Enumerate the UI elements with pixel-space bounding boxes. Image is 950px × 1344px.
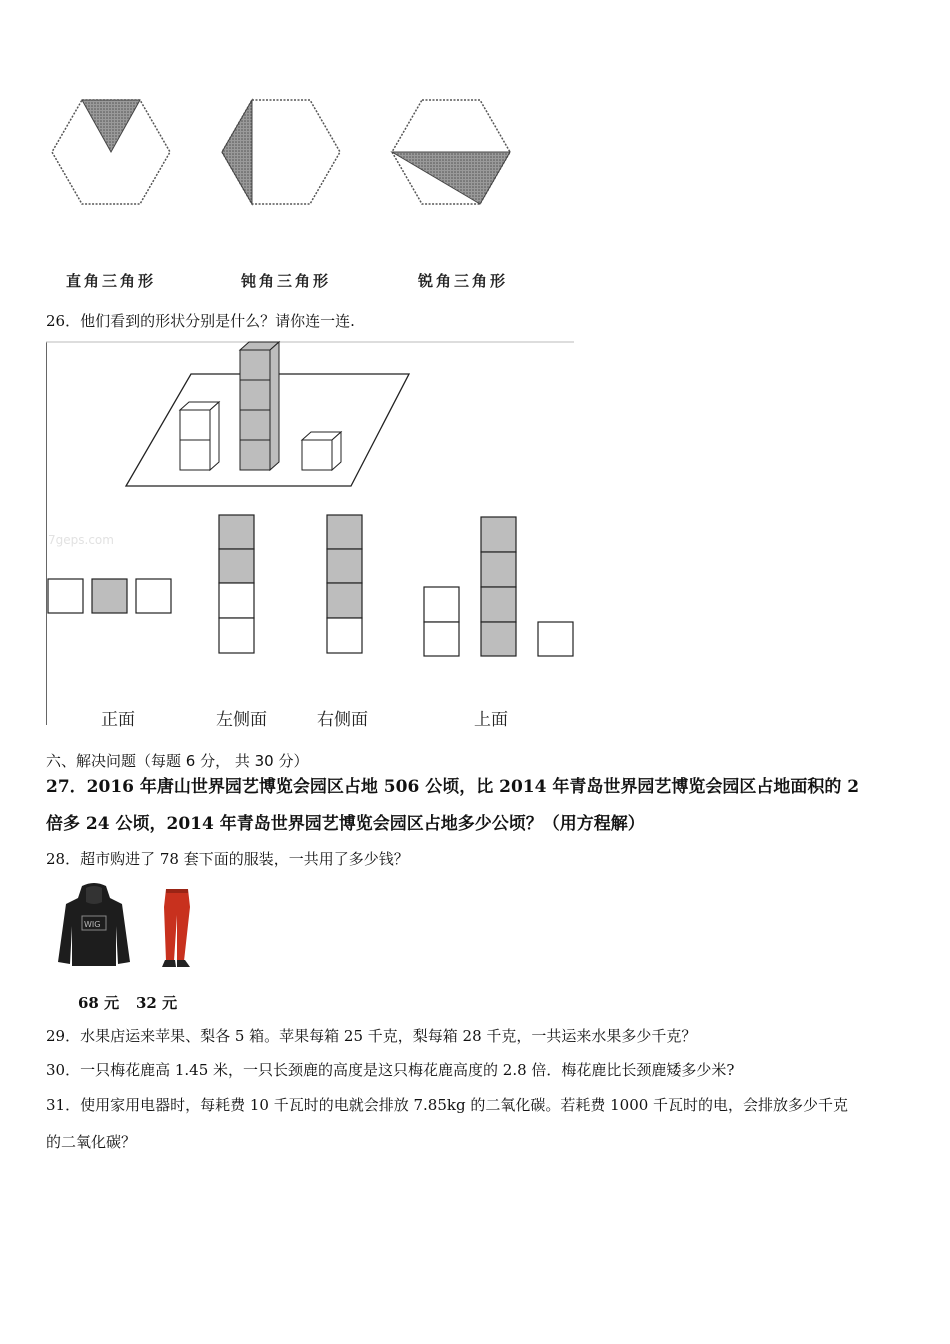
- views-figure: [46, 340, 576, 730]
- svg-text:WIG: WIG: [84, 920, 101, 929]
- view-right: [327, 515, 362, 653]
- view-label-top: 上面: [474, 710, 508, 730]
- hoodie-price: 68 元: [78, 994, 120, 1012]
- hexagon-label-obtuse: 钝角三角形: [241, 272, 332, 290]
- question-30: 30．一只梅花鹿高 1.45 米，一只长颈鹿的高度是这只梅花鹿高度的 2.8 倍．梅花鹿比长颈鹿矮多少米?: [46, 1061, 735, 1079]
- question-26: 26．他们看到的形状分别是什么？请你连一连.: [46, 312, 355, 330]
- pants-image: [158, 887, 198, 969]
- view-label-right: 右侧面: [317, 710, 368, 730]
- view-label-left: 左侧面: [216, 710, 267, 730]
- question-29: 29．水果店运来苹果、梨各 5 箱。苹果每箱 25 千克，梨每箱 28 千克，一共运来水果多少千克？: [46, 1027, 697, 1045]
- pants-svg: [158, 887, 198, 969]
- hexagon-acute-triangle: [392, 100, 510, 204]
- hexagon-label-acute: 锐角三角形: [418, 272, 509, 290]
- watermark-text: 7geps.com: [48, 533, 114, 547]
- view-front: [48, 579, 171, 613]
- question-27-line1: 27．2016 年唐山世界园艺博览会园区占地 506 公顷，比 2014 年青岛世界园艺博览会园区占地面积的 2: [46, 777, 860, 797]
- view-left: [219, 515, 254, 653]
- hoodie-image: [56, 882, 132, 968]
- hexagon-label-right: 直角三角形: [66, 272, 157, 290]
- hexagon-figures-svg: [40, 90, 540, 220]
- view-label-front: 正面: [101, 710, 135, 730]
- hexagon-obtuse-triangle: [222, 100, 340, 204]
- hexagon-right-triangle: [52, 100, 170, 204]
- view-top: [424, 517, 573, 656]
- question-27-line2: 倍多 24 公顷，2014 年青岛世界园艺博览会园区占地多少公顷？（用方程解）: [46, 814, 645, 834]
- views-figure-svg: [46, 340, 576, 730]
- pants-price: 32 元: [136, 994, 178, 1012]
- question-28: 28．超市购进了 78 套下面的服装，一共用了多少钱？: [46, 850, 409, 868]
- cube-scene: [126, 342, 409, 486]
- hoodie-svg: [56, 882, 132, 968]
- question-31-line2: 的二氧化碳？: [46, 1133, 137, 1151]
- hexagon-figures: [40, 90, 540, 220]
- section-6-heading: 六、解决问题（每题 6 分， 共 30 分）: [46, 752, 309, 770]
- question-31-line1: 31．使用家用电器时，每耗费 10 千瓦时的电就会排放 7.85kg 的二氧化碳。若耗费 1000 千瓦时的电，会排放多少千克: [46, 1096, 849, 1114]
